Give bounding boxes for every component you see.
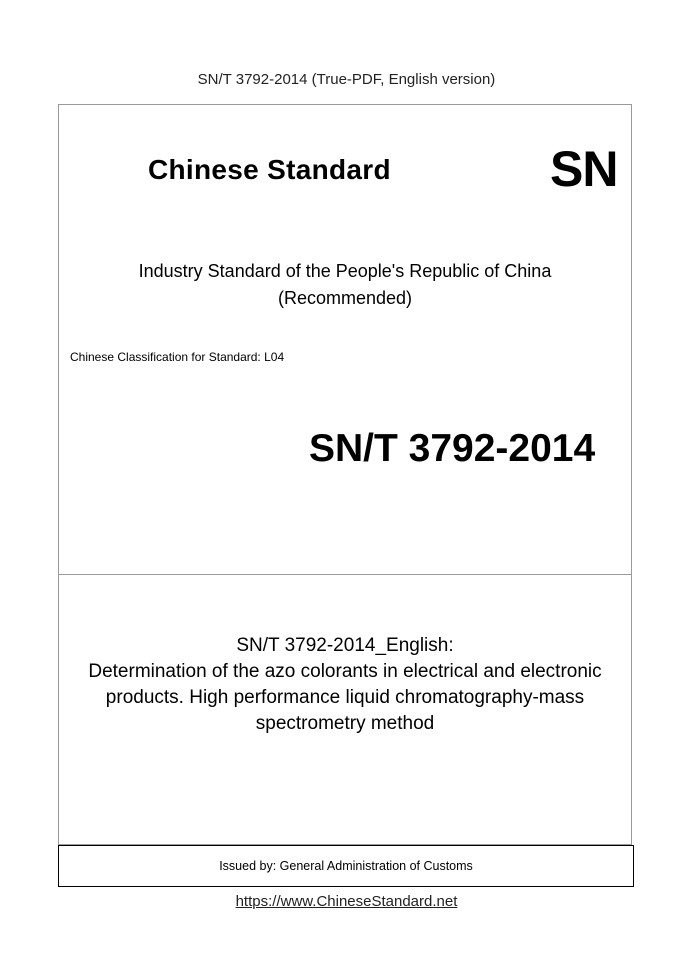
industry-standard-statement — [58, 258, 632, 312]
issued-by-box — [58, 845, 634, 887]
standard-number: SN/T 3792-2014 — [309, 427, 596, 470]
classification-text: Chinese Classification for Standard: L04 — [70, 350, 285, 364]
issued-by-text: Issued by: General Administration of Customs — [219, 859, 473, 873]
section-divider — [58, 574, 632, 575]
page-header: SN/T 3792-2014 (True-PDF, English version) — [197, 71, 496, 88]
document-title — [58, 633, 632, 737]
document-title-line: SN/T 3792-2014_English: — [236, 635, 454, 656]
document-title-line: spectrometry method — [255, 713, 435, 734]
recommended-line: (Recommended) — [277, 288, 413, 308]
footer — [0, 893, 693, 910]
cover-title: Chinese Standard — [148, 154, 391, 185]
website-link[interactable]: https://www.ChineseStandard.net — [235, 893, 458, 910]
industry-line: Industry Standard of the People's Republic of China — [138, 261, 552, 281]
sn-mark: SN — [550, 141, 618, 197]
document-title-line: products. High performance liquid chromatography-mass — [105, 687, 585, 708]
document-title-line: Determination of the azo colorants in electrical and electronic — [88, 661, 602, 682]
